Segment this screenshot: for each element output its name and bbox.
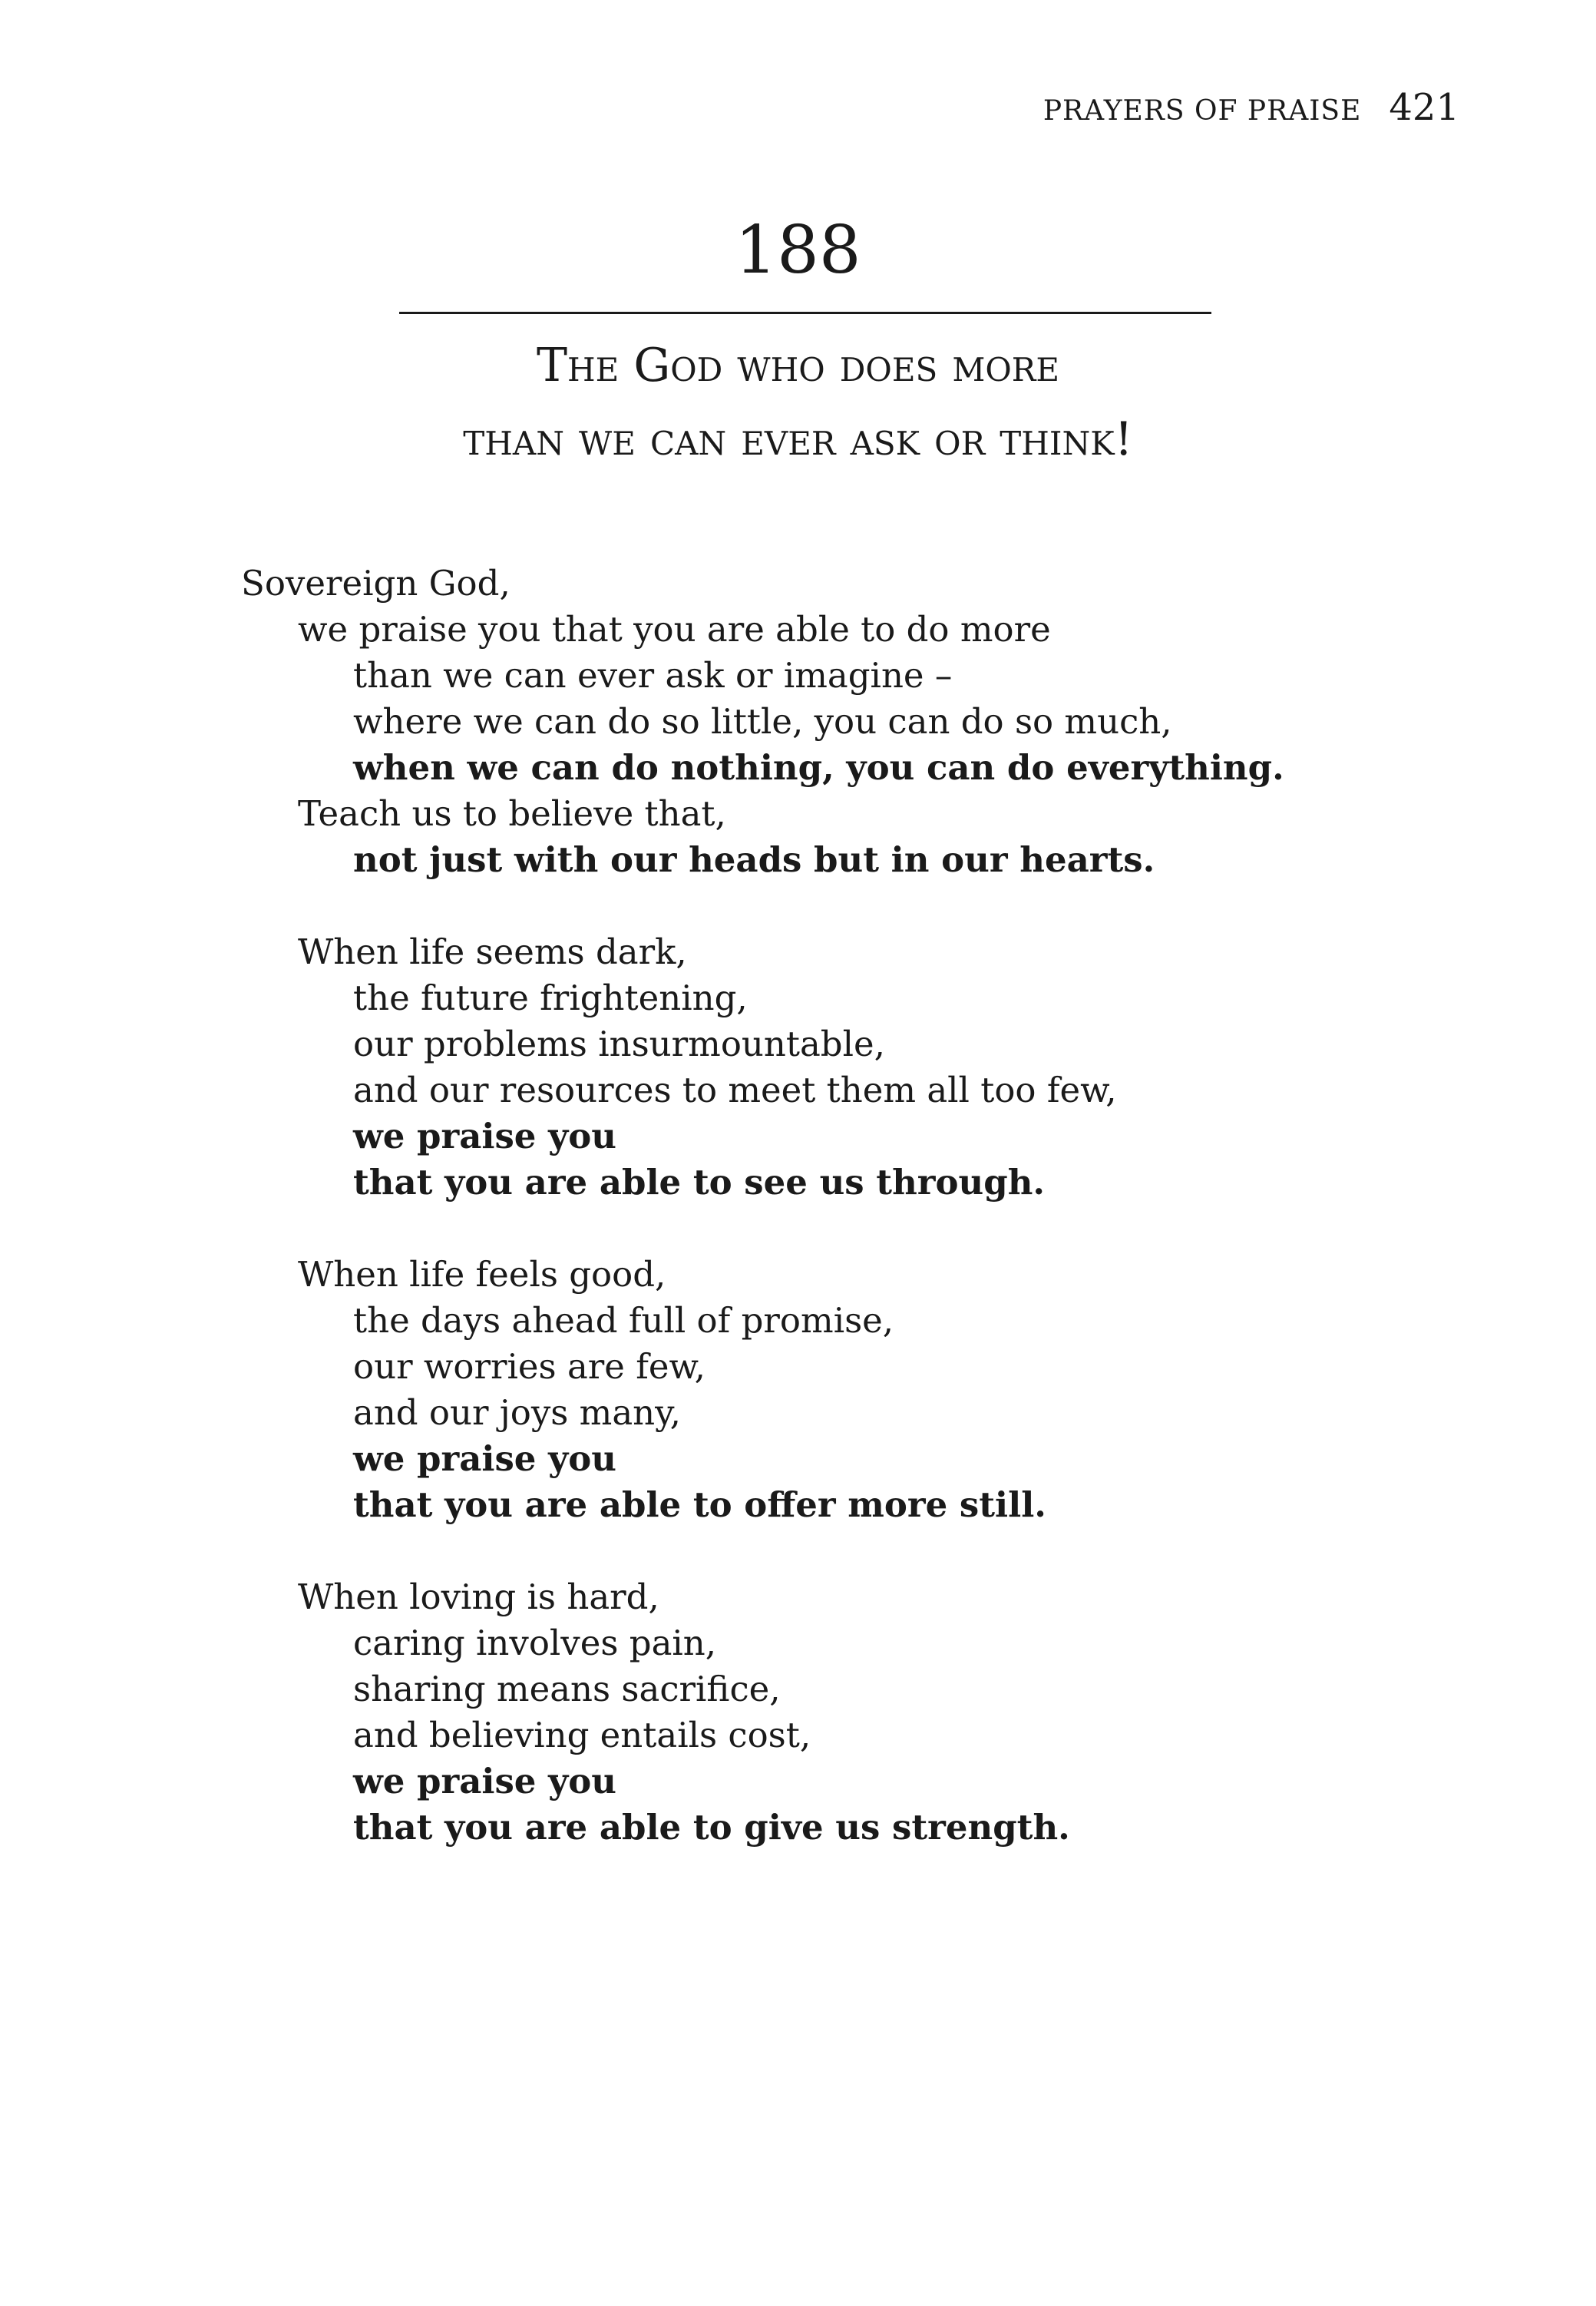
prayer-number: 188: [735, 212, 861, 289]
prayer-line: and our joys many,: [353, 1392, 681, 1433]
prayer-line: the days ahead full of promise,: [353, 1300, 894, 1341]
prayer-response-line: that you are able to offer more still.: [353, 1484, 1046, 1525]
prayer-line: When loving is hard,: [298, 1576, 659, 1617]
prayer-response-line: we praise you: [353, 1116, 616, 1156]
prayer-line: When life seems dark,: [298, 931, 687, 972]
prayer-line: and believing entails cost,: [353, 1715, 811, 1755]
prayer-title-line: The God who does more: [536, 339, 1060, 392]
running-title: PRAYERS OF PRAISE: [1043, 95, 1362, 127]
prayer-line: and our resources to meet them all too few,: [353, 1070, 1117, 1110]
prayer-line: caring involves pain,: [353, 1623, 717, 1663]
page-number: 421: [1389, 86, 1459, 129]
stanza: [241, 929, 1546, 1206]
prayer-line: the future frightening,: [353, 978, 748, 1018]
prayer-line: our worries are few,: [353, 1346, 705, 1387]
prayer-body: [241, 561, 1546, 1897]
prayer-response-line: that you are able to give us strength.: [353, 1807, 1070, 1848]
prayer-response-line: that you are able to see us through.: [353, 1162, 1046, 1203]
running-head: [1043, 86, 1459, 129]
prayer-line: our problems insurmountable,: [353, 1024, 885, 1064]
stanza: [241, 1574, 1546, 1851]
prayer-line: where we can do so little, you can do so much,: [353, 701, 1172, 742]
prayer-response-line: when we can do nothing, you can do everything.: [353, 747, 1284, 788]
prayer-response-line: we praise you: [353, 1761, 616, 1801]
prayer-line: When life feels good,: [298, 1254, 666, 1295]
title-divider: [399, 312, 1211, 314]
prayer-line: Teach us to believe that,: [298, 793, 726, 834]
prayer-line: we praise you that you are able to do more: [298, 609, 1051, 650]
stanza: [241, 1252, 1546, 1528]
prayer-title: [0, 329, 1596, 476]
prayer-line: sharing means sacrifice,: [353, 1669, 781, 1709]
prayer-response-line: not just with our heads but in our hearts.: [353, 839, 1155, 880]
prayer-response-line: we praise you: [353, 1438, 616, 1479]
stanza: [241, 561, 1546, 883]
prayer-line: Sovereign God,: [241, 563, 511, 604]
prayer-title-line: than we can ever ask or think!: [463, 412, 1133, 466]
prayer-line: than we can ever ask or imagine –: [353, 655, 953, 696]
